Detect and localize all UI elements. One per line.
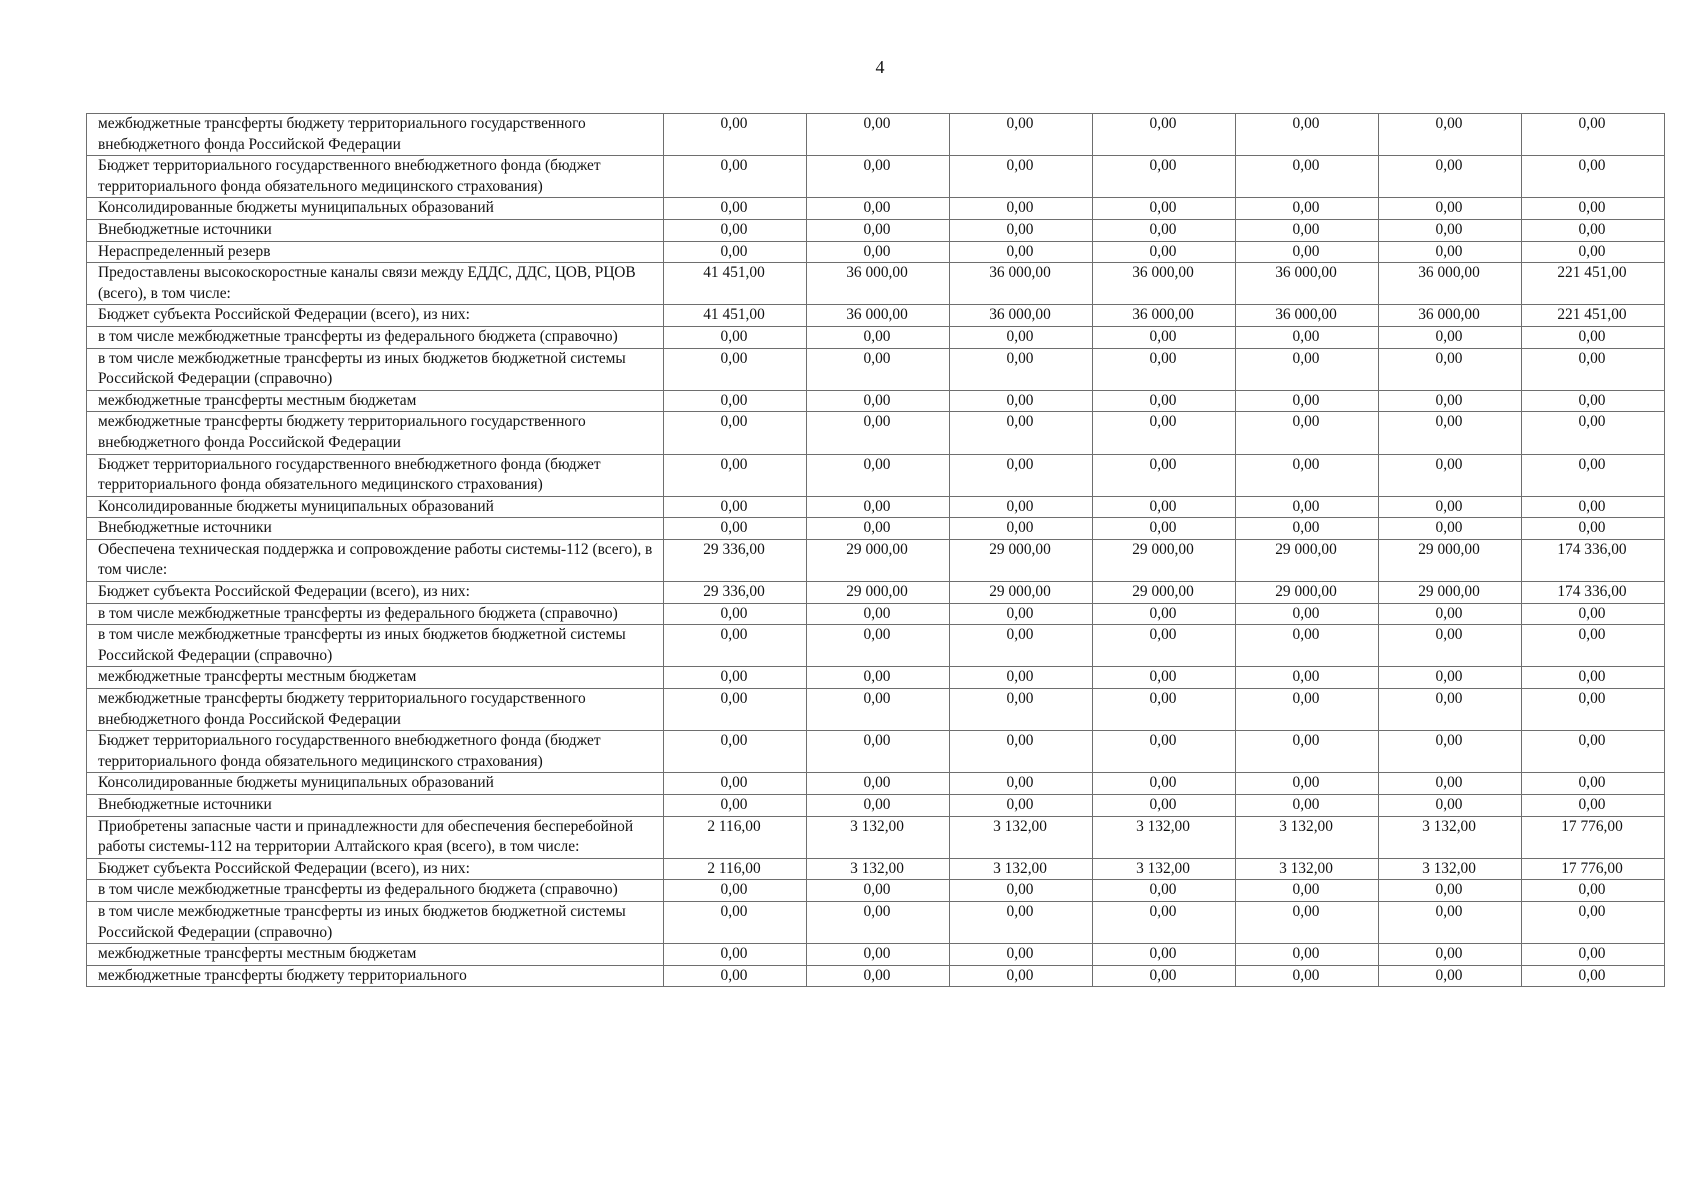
value-cell: 0,00 <box>950 667 1093 689</box>
value-cell: 0,00 <box>664 901 807 943</box>
value-cell: 29 000,00 <box>1379 539 1522 581</box>
value-cell: 0,00 <box>1236 625 1379 667</box>
value-cell: 0,00 <box>664 412 807 454</box>
value-cell: 36 000,00 <box>1236 263 1379 305</box>
value-cell: 0,00 <box>950 326 1093 348</box>
value-cell: 0,00 <box>1522 965 1665 987</box>
value-cell: 0,00 <box>1093 667 1236 689</box>
value-cell: 0,00 <box>664 348 807 390</box>
table-row <box>87 219 1665 241</box>
value-cell: 29 000,00 <box>1093 539 1236 581</box>
value-cell: 0,00 <box>664 156 807 198</box>
value-cell: 3 132,00 <box>1093 858 1236 880</box>
value-cell: 0,00 <box>807 944 950 966</box>
table-row <box>87 582 1665 604</box>
value-cell: 174 336,00 <box>1522 539 1665 581</box>
value-cell: 0,00 <box>807 390 950 412</box>
value-cell: 0,00 <box>950 198 1093 220</box>
table-row <box>87 901 1665 943</box>
value-cell: 0,00 <box>950 603 1093 625</box>
value-cell: 0,00 <box>664 795 807 817</box>
value-cell: 0,00 <box>664 219 807 241</box>
value-cell: 0,00 <box>807 198 950 220</box>
value-cell: 0,00 <box>1236 731 1379 773</box>
value-cell: 0,00 <box>950 219 1093 241</box>
value-cell: 0,00 <box>807 496 950 518</box>
value-cell: 36 000,00 <box>950 263 1093 305</box>
value-cell: 0,00 <box>1522 412 1665 454</box>
value-cell: 0,00 <box>950 348 1093 390</box>
value-cell: 0,00 <box>1093 773 1236 795</box>
value-cell: 0,00 <box>1522 944 1665 966</box>
table-row <box>87 773 1665 795</box>
value-cell: 36 000,00 <box>1379 305 1522 327</box>
value-cell: 36 000,00 <box>1093 263 1236 305</box>
value-cell: 0,00 <box>950 880 1093 902</box>
value-cell: 0,00 <box>1522 326 1665 348</box>
value-cell: 0,00 <box>1236 390 1379 412</box>
value-cell: 0,00 <box>664 944 807 966</box>
table-row <box>87 390 1665 412</box>
table-row <box>87 539 1665 581</box>
value-cell: 0,00 <box>807 625 950 667</box>
value-cell: 0,00 <box>1093 496 1236 518</box>
value-cell: 0,00 <box>1379 667 1522 689</box>
value-cell: 0,00 <box>1093 603 1236 625</box>
value-cell: 0,00 <box>950 944 1093 966</box>
value-cell: 0,00 <box>1379 114 1522 156</box>
value-cell: 3 132,00 <box>807 816 950 858</box>
value-cell: 29 336,00 <box>664 539 807 581</box>
value-cell: 0,00 <box>1236 689 1379 731</box>
value-cell: 0,00 <box>807 965 950 987</box>
table-row <box>87 156 1665 198</box>
value-cell: 0,00 <box>1379 689 1522 731</box>
table-row <box>87 518 1665 540</box>
value-cell: 41 451,00 <box>664 263 807 305</box>
value-cell: 0,00 <box>950 496 1093 518</box>
value-cell: 0,00 <box>664 773 807 795</box>
table-row <box>87 412 1665 454</box>
value-cell: 0,00 <box>1379 198 1522 220</box>
value-cell: 0,00 <box>1379 348 1522 390</box>
table-row <box>87 880 1665 902</box>
value-cell: 0,00 <box>1379 390 1522 412</box>
value-cell: 0,00 <box>1093 518 1236 540</box>
value-cell: 0,00 <box>1379 518 1522 540</box>
value-cell: 2 116,00 <box>664 816 807 858</box>
row-label: в том числе межбюджетные трансферты из иных бюджетов бюджетной системы Российской Федерации (справочно) <box>87 901 664 943</box>
value-cell: 0,00 <box>1236 795 1379 817</box>
row-label: межбюджетные трансферты бюджету территориального государственного внебюджетного фонда Российской Федерации <box>87 412 664 454</box>
value-cell: 3 132,00 <box>1236 816 1379 858</box>
value-cell: 0,00 <box>1236 348 1379 390</box>
value-cell: 29 000,00 <box>807 582 950 604</box>
table-row <box>87 454 1665 496</box>
value-cell: 0,00 <box>950 795 1093 817</box>
value-cell: 0,00 <box>1379 625 1522 667</box>
value-cell: 0,00 <box>1522 603 1665 625</box>
value-cell: 0,00 <box>664 667 807 689</box>
page-number: 4 <box>875 57 885 77</box>
value-cell: 3 132,00 <box>1093 816 1236 858</box>
value-cell: 36 000,00 <box>1093 305 1236 327</box>
table-row <box>87 689 1665 731</box>
row-label: Предоставлены высокоскоростные каналы связи между ЕДДС, ДДС, ЦОВ, РЦОВ (всего), в том числе: <box>87 263 664 305</box>
row-label: межбюджетные трансферты бюджету территориального государственного внебюджетного фонда Российской Федерации <box>87 114 664 156</box>
row-label: Внебюджетные источники <box>87 518 664 540</box>
value-cell: 0,00 <box>1093 198 1236 220</box>
row-label: в том числе межбюджетные трансферты из федерального бюджета (справочно) <box>87 603 664 625</box>
value-cell: 36 000,00 <box>807 263 950 305</box>
value-cell: 0,00 <box>1093 219 1236 241</box>
value-cell: 0,00 <box>1093 795 1236 817</box>
table-row <box>87 241 1665 263</box>
value-cell: 0,00 <box>1379 412 1522 454</box>
value-cell: 36 000,00 <box>1379 263 1522 305</box>
value-cell: 0,00 <box>1522 390 1665 412</box>
value-cell: 0,00 <box>1522 198 1665 220</box>
value-cell: 3 132,00 <box>950 858 1093 880</box>
value-cell: 29 000,00 <box>1379 582 1522 604</box>
value-cell: 0,00 <box>1236 965 1379 987</box>
value-cell: 3 132,00 <box>807 858 950 880</box>
value-cell: 36 000,00 <box>950 305 1093 327</box>
value-cell: 0,00 <box>664 625 807 667</box>
table-row <box>87 326 1665 348</box>
table-row <box>87 731 1665 773</box>
value-cell: 0,00 <box>950 731 1093 773</box>
row-label: межбюджетные трансферты местным бюджетам <box>87 390 664 412</box>
value-cell: 0,00 <box>950 241 1093 263</box>
budget-table-body <box>87 114 1665 987</box>
table-row <box>87 305 1665 327</box>
table-row <box>87 795 1665 817</box>
row-label: межбюджетные трансферты местным бюджетам <box>87 667 664 689</box>
row-label: в том числе межбюджетные трансферты из иных бюджетов бюджетной системы Российской Федерации (справочно) <box>87 348 664 390</box>
value-cell: 0,00 <box>664 390 807 412</box>
value-cell: 36 000,00 <box>1236 305 1379 327</box>
value-cell: 0,00 <box>1379 603 1522 625</box>
value-cell: 0,00 <box>664 965 807 987</box>
value-cell: 0,00 <box>950 454 1093 496</box>
row-label: межбюджетные трансферты бюджету территориального <box>87 965 664 987</box>
value-cell: 0,00 <box>807 219 950 241</box>
value-cell: 29 000,00 <box>1236 582 1379 604</box>
value-cell: 0,00 <box>1522 773 1665 795</box>
table-row <box>87 263 1665 305</box>
value-cell: 0,00 <box>1522 496 1665 518</box>
value-cell: 0,00 <box>1379 944 1522 966</box>
value-cell: 0,00 <box>1522 241 1665 263</box>
value-cell: 0,00 <box>950 965 1093 987</box>
value-cell: 0,00 <box>1093 625 1236 667</box>
table-row <box>87 198 1665 220</box>
row-label: Обеспечена техническая поддержка и сопровождение работы системы-112 (всего), в том числе: <box>87 539 664 581</box>
value-cell: 41 451,00 <box>664 305 807 327</box>
row-label: Консолидированные бюджеты муниципальных образований <box>87 496 664 518</box>
value-cell: 0,00 <box>1379 731 1522 773</box>
value-cell: 0,00 <box>950 390 1093 412</box>
row-label: Приобретены запасные части и принадлежности для обеспечения бесперебойной работы системы-112 на территории Алтайского края (всего), в том числе: <box>87 816 664 858</box>
value-cell: 0,00 <box>950 625 1093 667</box>
row-label: Бюджет территориального государственного внебюджетного фонда (бюджет территориального фонда обязательного медицинского страхования) <box>87 731 664 773</box>
value-cell: 0,00 <box>1236 518 1379 540</box>
value-cell: 0,00 <box>1379 496 1522 518</box>
value-cell: 0,00 <box>1093 965 1236 987</box>
row-label: межбюджетные трансферты местным бюджетам <box>87 944 664 966</box>
value-cell: 0,00 <box>1093 689 1236 731</box>
value-cell: 0,00 <box>1522 348 1665 390</box>
row-label: в том числе межбюджетные трансферты из иных бюджетов бюджетной системы Российской Федерации (справочно) <box>87 625 664 667</box>
value-cell: 0,00 <box>1236 219 1379 241</box>
value-cell: 0,00 <box>1379 156 1522 198</box>
value-cell: 0,00 <box>1236 880 1379 902</box>
value-cell: 0,00 <box>1522 795 1665 817</box>
value-cell: 0,00 <box>1236 496 1379 518</box>
value-cell: 3 132,00 <box>950 816 1093 858</box>
value-cell: 0,00 <box>1093 731 1236 773</box>
value-cell: 174 336,00 <box>1522 582 1665 604</box>
value-cell: 17 776,00 <box>1522 858 1665 880</box>
table-row <box>87 858 1665 880</box>
table-row <box>87 348 1665 390</box>
value-cell: 0,00 <box>950 689 1093 731</box>
value-cell: 0,00 <box>1093 390 1236 412</box>
value-cell: 0,00 <box>1522 114 1665 156</box>
row-label: в том числе межбюджетные трансферты из федерального бюджета (справочно) <box>87 326 664 348</box>
value-cell: 0,00 <box>664 326 807 348</box>
value-cell: 0,00 <box>1236 454 1379 496</box>
value-cell: 0,00 <box>1236 156 1379 198</box>
value-cell: 0,00 <box>1236 773 1379 795</box>
row-label: в том числе межбюджетные трансферты из федерального бюджета (справочно) <box>87 880 664 902</box>
budget-table <box>86 113 1665 987</box>
value-cell: 0,00 <box>1236 241 1379 263</box>
value-cell: 0,00 <box>1522 454 1665 496</box>
row-label: Бюджет субъекта Российской Федерации (всего), из них: <box>87 582 664 604</box>
value-cell: 17 776,00 <box>1522 816 1665 858</box>
value-cell: 0,00 <box>807 454 950 496</box>
value-cell: 0,00 <box>807 518 950 540</box>
value-cell: 0,00 <box>807 326 950 348</box>
value-cell: 0,00 <box>1236 944 1379 966</box>
value-cell: 0,00 <box>1522 731 1665 773</box>
row-label: Бюджет субъекта Российской Федерации (всего), из них: <box>87 858 664 880</box>
value-cell: 0,00 <box>807 901 950 943</box>
value-cell: 0,00 <box>1236 326 1379 348</box>
value-cell: 0,00 <box>950 773 1093 795</box>
table-row <box>87 496 1665 518</box>
value-cell: 0,00 <box>950 412 1093 454</box>
value-cell: 0,00 <box>1522 219 1665 241</box>
value-cell: 0,00 <box>1379 773 1522 795</box>
value-cell: 0,00 <box>950 114 1093 156</box>
table-row <box>87 667 1665 689</box>
value-cell: 0,00 <box>664 454 807 496</box>
value-cell: 0,00 <box>807 603 950 625</box>
value-cell: 0,00 <box>807 156 950 198</box>
value-cell: 0,00 <box>1379 454 1522 496</box>
value-cell: 0,00 <box>1093 944 1236 966</box>
value-cell: 0,00 <box>950 901 1093 943</box>
value-cell: 0,00 <box>1522 667 1665 689</box>
value-cell: 0,00 <box>807 114 950 156</box>
value-cell: 3 132,00 <box>1379 816 1522 858</box>
value-cell: 29 000,00 <box>950 539 1093 581</box>
value-cell: 3 132,00 <box>1236 858 1379 880</box>
table-row <box>87 965 1665 987</box>
value-cell: 0,00 <box>807 689 950 731</box>
value-cell: 0,00 <box>1093 348 1236 390</box>
value-cell: 0,00 <box>664 880 807 902</box>
value-cell: 3 132,00 <box>1379 858 1522 880</box>
value-cell: 0,00 <box>1522 880 1665 902</box>
value-cell: 0,00 <box>950 156 1093 198</box>
value-cell: 0,00 <box>1379 901 1522 943</box>
value-cell: 0,00 <box>807 667 950 689</box>
value-cell: 0,00 <box>807 773 950 795</box>
table-row <box>87 114 1665 156</box>
row-label: Внебюджетные источники <box>87 219 664 241</box>
table-row <box>87 944 1665 966</box>
value-cell: 0,00 <box>807 348 950 390</box>
value-cell: 0,00 <box>664 241 807 263</box>
row-label: Бюджет территориального государственного внебюджетного фонда (бюджет территориального фонда обязательного медицинского страхования) <box>87 454 664 496</box>
row-label: Нераспределенный резерв <box>87 241 664 263</box>
table-row <box>87 816 1665 858</box>
value-cell: 2 116,00 <box>664 858 807 880</box>
value-cell: 0,00 <box>807 795 950 817</box>
value-cell: 0,00 <box>664 689 807 731</box>
row-label: Бюджет субъекта Российской Федерации (всего), из них: <box>87 305 664 327</box>
value-cell: 29 000,00 <box>1093 582 1236 604</box>
value-cell: 0,00 <box>1236 198 1379 220</box>
value-cell: 0,00 <box>1236 114 1379 156</box>
value-cell: 0,00 <box>1093 901 1236 943</box>
value-cell: 0,00 <box>1522 625 1665 667</box>
value-cell: 0,00 <box>1522 689 1665 731</box>
value-cell: 0,00 <box>1093 880 1236 902</box>
value-cell: 29 000,00 <box>950 582 1093 604</box>
value-cell: 0,00 <box>664 731 807 773</box>
value-cell: 0,00 <box>1236 667 1379 689</box>
row-label: Бюджет территориального государственного внебюджетного фонда (бюджет территориального фонда обязательного медицинского страхования) <box>87 156 664 198</box>
value-cell: 0,00 <box>807 731 950 773</box>
value-cell: 0,00 <box>1379 219 1522 241</box>
value-cell: 0,00 <box>1093 412 1236 454</box>
value-cell: 0,00 <box>1236 412 1379 454</box>
value-cell: 0,00 <box>664 198 807 220</box>
value-cell: 0,00 <box>1379 241 1522 263</box>
value-cell: 29 000,00 <box>1236 539 1379 581</box>
row-label: межбюджетные трансферты бюджету территориального государственного внебюджетного фонда Российской Федерации <box>87 689 664 731</box>
value-cell: 0,00 <box>1236 603 1379 625</box>
value-cell: 0,00 <box>664 114 807 156</box>
value-cell: 0,00 <box>1379 795 1522 817</box>
value-cell: 0,00 <box>1093 241 1236 263</box>
value-cell: 0,00 <box>1379 326 1522 348</box>
value-cell: 0,00 <box>950 518 1093 540</box>
value-cell: 0,00 <box>1093 156 1236 198</box>
value-cell: 0,00 <box>664 496 807 518</box>
value-cell: 0,00 <box>664 603 807 625</box>
value-cell: 0,00 <box>1379 880 1522 902</box>
value-cell: 0,00 <box>1093 454 1236 496</box>
value-cell: 0,00 <box>1093 114 1236 156</box>
value-cell: 0,00 <box>1093 326 1236 348</box>
value-cell: 221 451,00 <box>1522 263 1665 305</box>
table-row <box>87 603 1665 625</box>
row-label: Консолидированные бюджеты муниципальных образований <box>87 773 664 795</box>
value-cell: 0,00 <box>807 412 950 454</box>
value-cell: 0,00 <box>807 880 950 902</box>
value-cell: 0,00 <box>1379 965 1522 987</box>
value-cell: 221 451,00 <box>1522 305 1665 327</box>
value-cell: 0,00 <box>1522 901 1665 943</box>
value-cell: 0,00 <box>1236 901 1379 943</box>
value-cell: 29 000,00 <box>807 539 950 581</box>
table-row <box>87 625 1665 667</box>
value-cell: 36 000,00 <box>807 305 950 327</box>
value-cell: 0,00 <box>807 241 950 263</box>
value-cell: 0,00 <box>664 518 807 540</box>
value-cell: 0,00 <box>1522 518 1665 540</box>
row-label: Внебюджетные источники <box>87 795 664 817</box>
value-cell: 29 336,00 <box>664 582 807 604</box>
value-cell: 0,00 <box>1522 156 1665 198</box>
row-label: Консолидированные бюджеты муниципальных образований <box>87 198 664 220</box>
